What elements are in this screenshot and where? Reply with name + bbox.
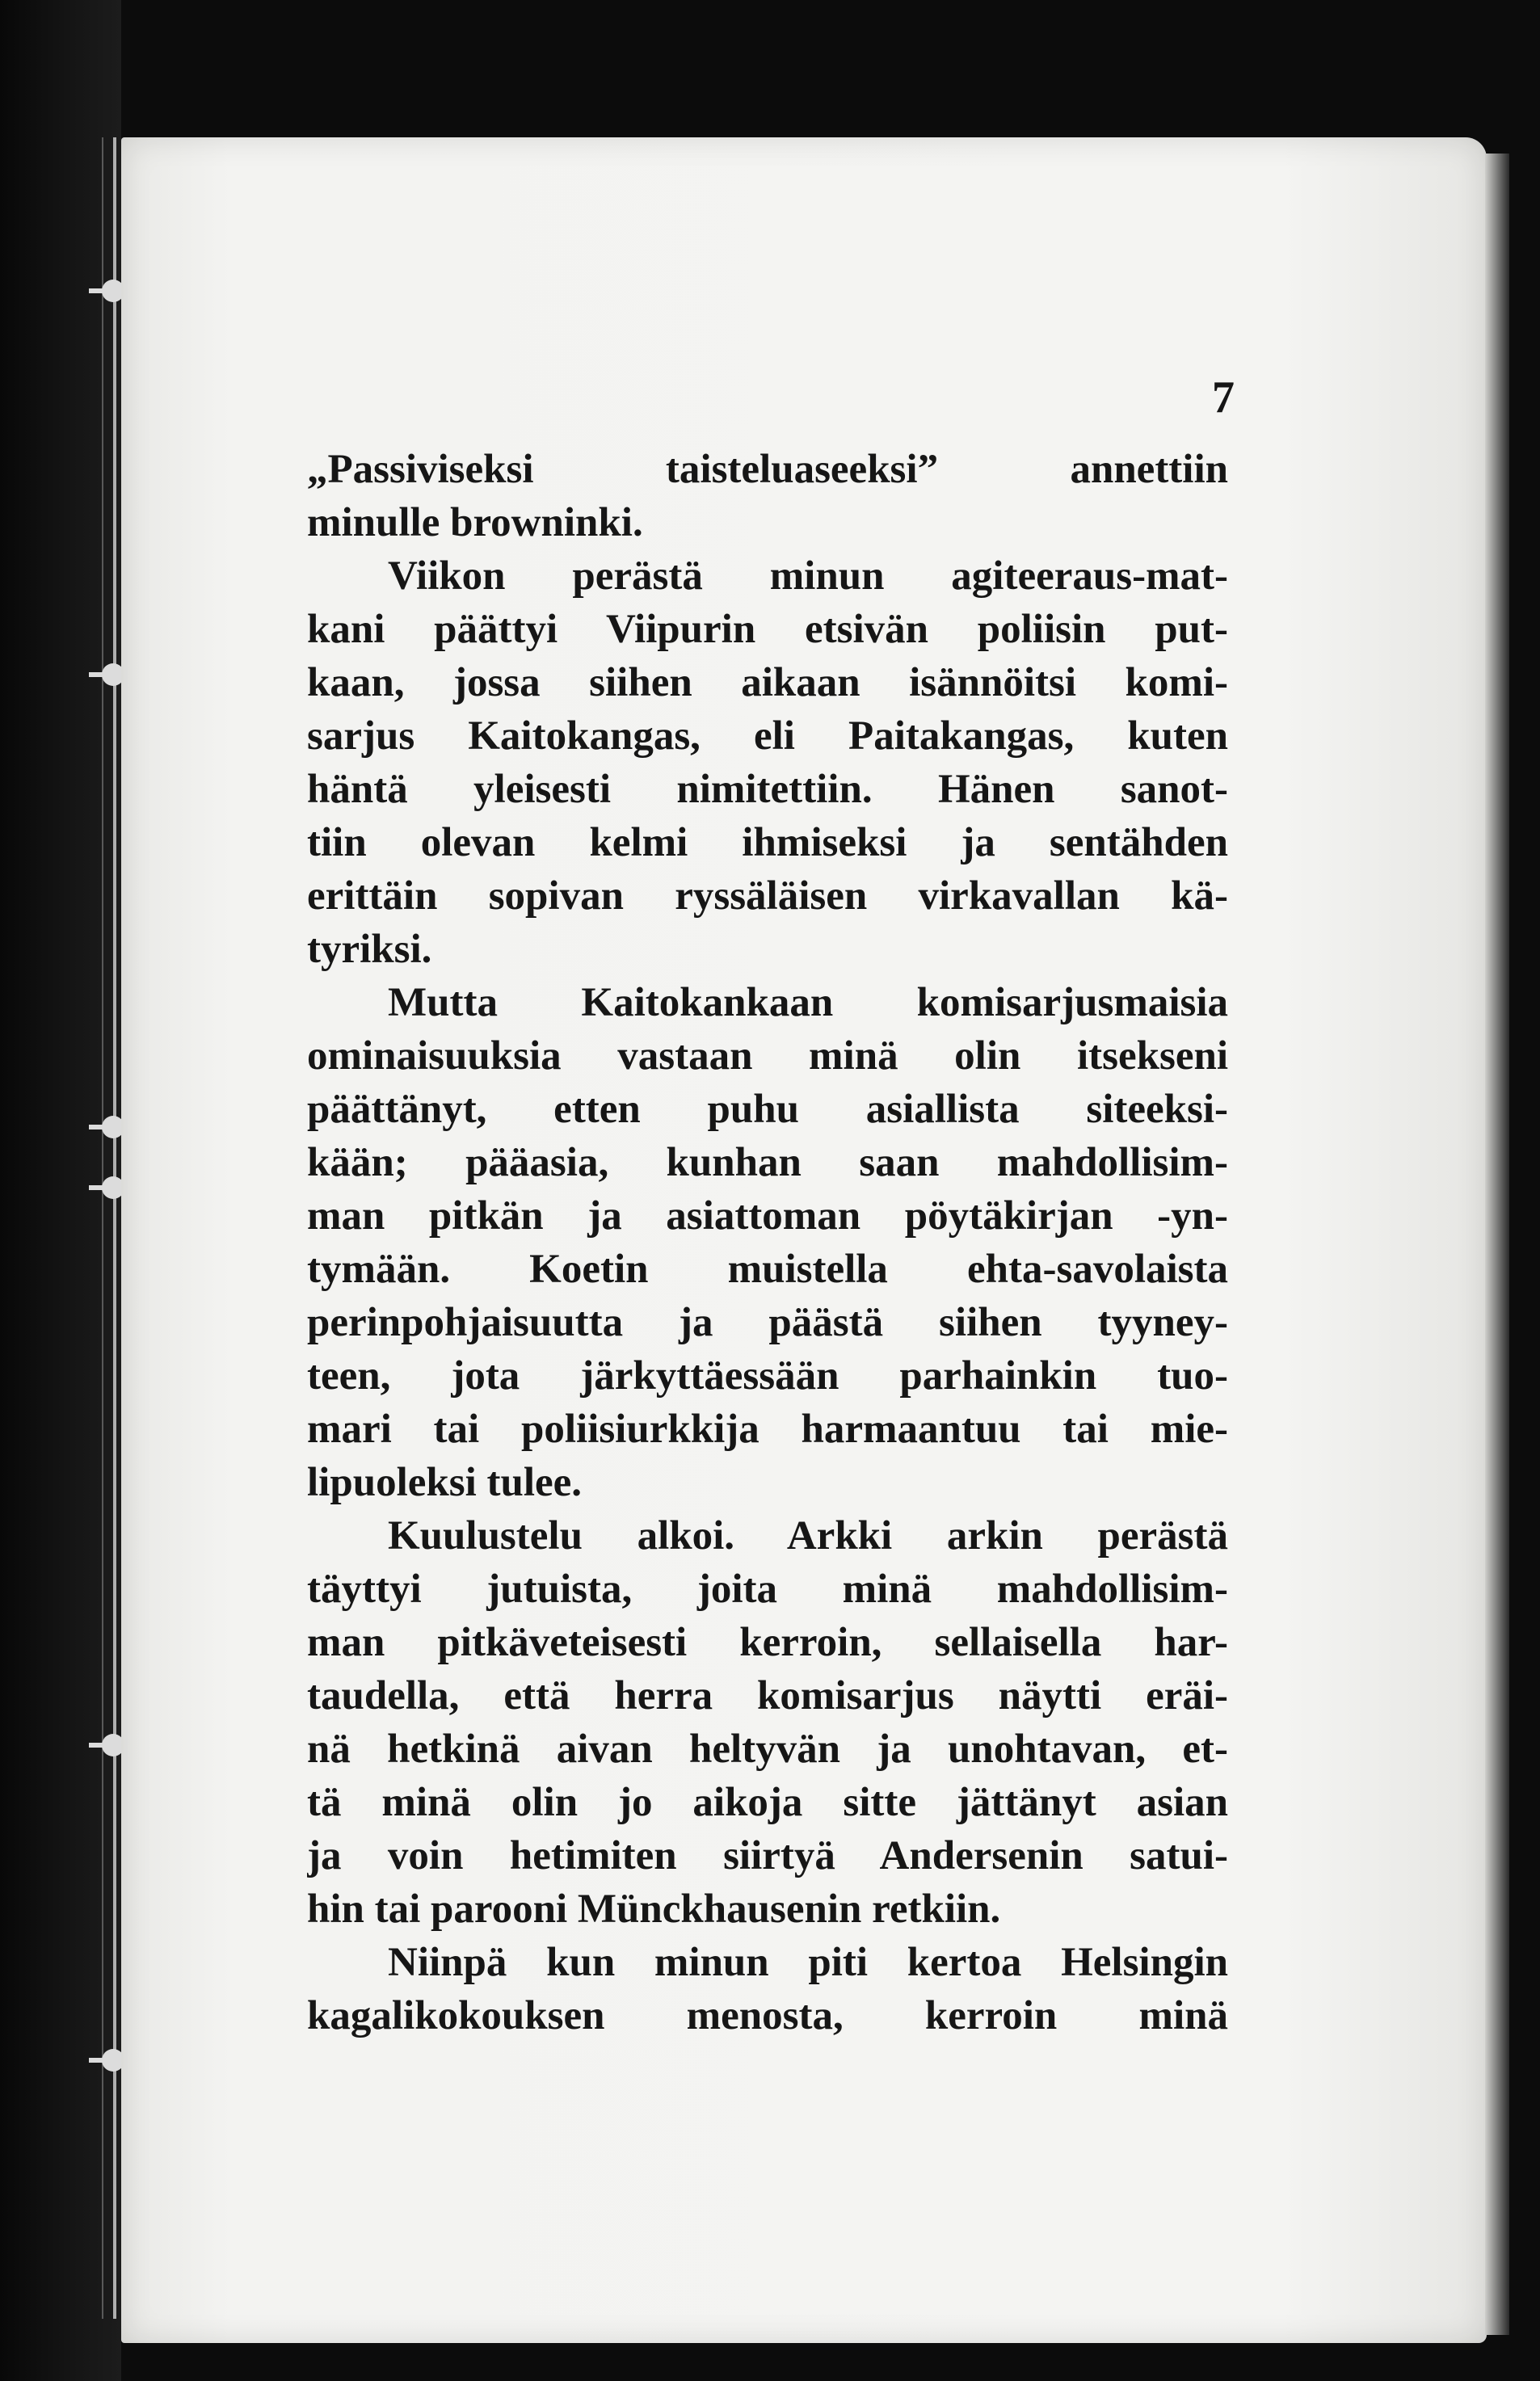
text-line: tyriksi.	[307, 927, 432, 972]
text-line: päättänyt, etten puhu asiallista siteeksi-	[307, 1087, 1228, 1132]
text-line: täyttyi jutuista, joita minä mahdollisim-	[307, 1567, 1228, 1612]
text-line: perinpohjaisuutta ja päästä siihen tyyney-	[307, 1300, 1228, 1345]
text-line: erittäin sopivan ryssäläisen virkavallan kä-	[307, 873, 1228, 919]
text-line: häntä yleisesti nimitettiin. Hänen sanot-	[307, 767, 1228, 812]
text-line: Kuulustelu alkoi. Arkki arkin perästä	[388, 1513, 1228, 1559]
text-line: minulle browninki.	[307, 500, 643, 545]
film-guide-line	[102, 137, 103, 2319]
text-line: mari tai poliisiurkkija harmaantuu tai mie-	[307, 1407, 1228, 1452]
text-line: tä minä olin jo aikoja sitte jättänyt asian	[307, 1780, 1228, 1825]
text-line: lipuoleksi tulee.	[307, 1460, 583, 1505]
text-line: nä hetkinä aivan heltyvän ja unohtavan, et-	[307, 1727, 1228, 1772]
text-line: man pitkän ja asiattoman pöytäkirjan -yn-	[307, 1193, 1228, 1239]
text-line: teen, jota järkyttäessään parhainkin tuo-	[307, 1353, 1228, 1399]
page-edge	[1485, 154, 1509, 2335]
text-line: Niinpä kun minun piti kertoa Helsingin	[388, 1940, 1228, 1985]
text-line: kani päättyi Viipurin etsivän poliisin put-	[307, 607, 1228, 652]
text-line: hin tai parooni Münckhausenin retkiin.	[307, 1887, 1001, 1932]
text-line: ominaisuuksia vastaan minä olin itsekseni	[307, 1033, 1228, 1079]
text-line: kään; pääasia, kunhan saan mahdollisim-	[307, 1140, 1228, 1185]
text-line: „Passiviseksi taisteluaseeksi” annettiin	[307, 447, 1228, 492]
text-line: sarjus Kaitokangas, eli Paitakangas, kuten	[307, 713, 1228, 759]
text-line: taudella, että herra komisarjus näytti eräi-	[307, 1673, 1228, 1718]
text-line: kaan, jossa siihen aikaan isännöitsi komi-	[307, 660, 1228, 705]
text-line: tiin olevan kelmi ihmiseksi ja sentähden	[307, 820, 1228, 865]
text-line: kagalikokouksen menosta, kerroin minä	[307, 1993, 1228, 2038]
body-text	[307, 443, 1228, 2091]
page-number: 7	[1212, 372, 1235, 423]
film-guide-line	[113, 137, 116, 2319]
text-line: Viikon perästä minun agiteeraus-mat-	[388, 553, 1228, 599]
text-line: tymään. Koetin muistella ehta-savolaista	[307, 1247, 1228, 1292]
text-line: ja voin hetimiten siirtyä Andersenin satui-	[307, 1833, 1228, 1878]
text-line: man pitkäveteisesti kerroin, sellaisella har-	[307, 1620, 1228, 1665]
text-line: Mutta Kaitokankaan komisarjusmaisia	[388, 980, 1228, 1025]
